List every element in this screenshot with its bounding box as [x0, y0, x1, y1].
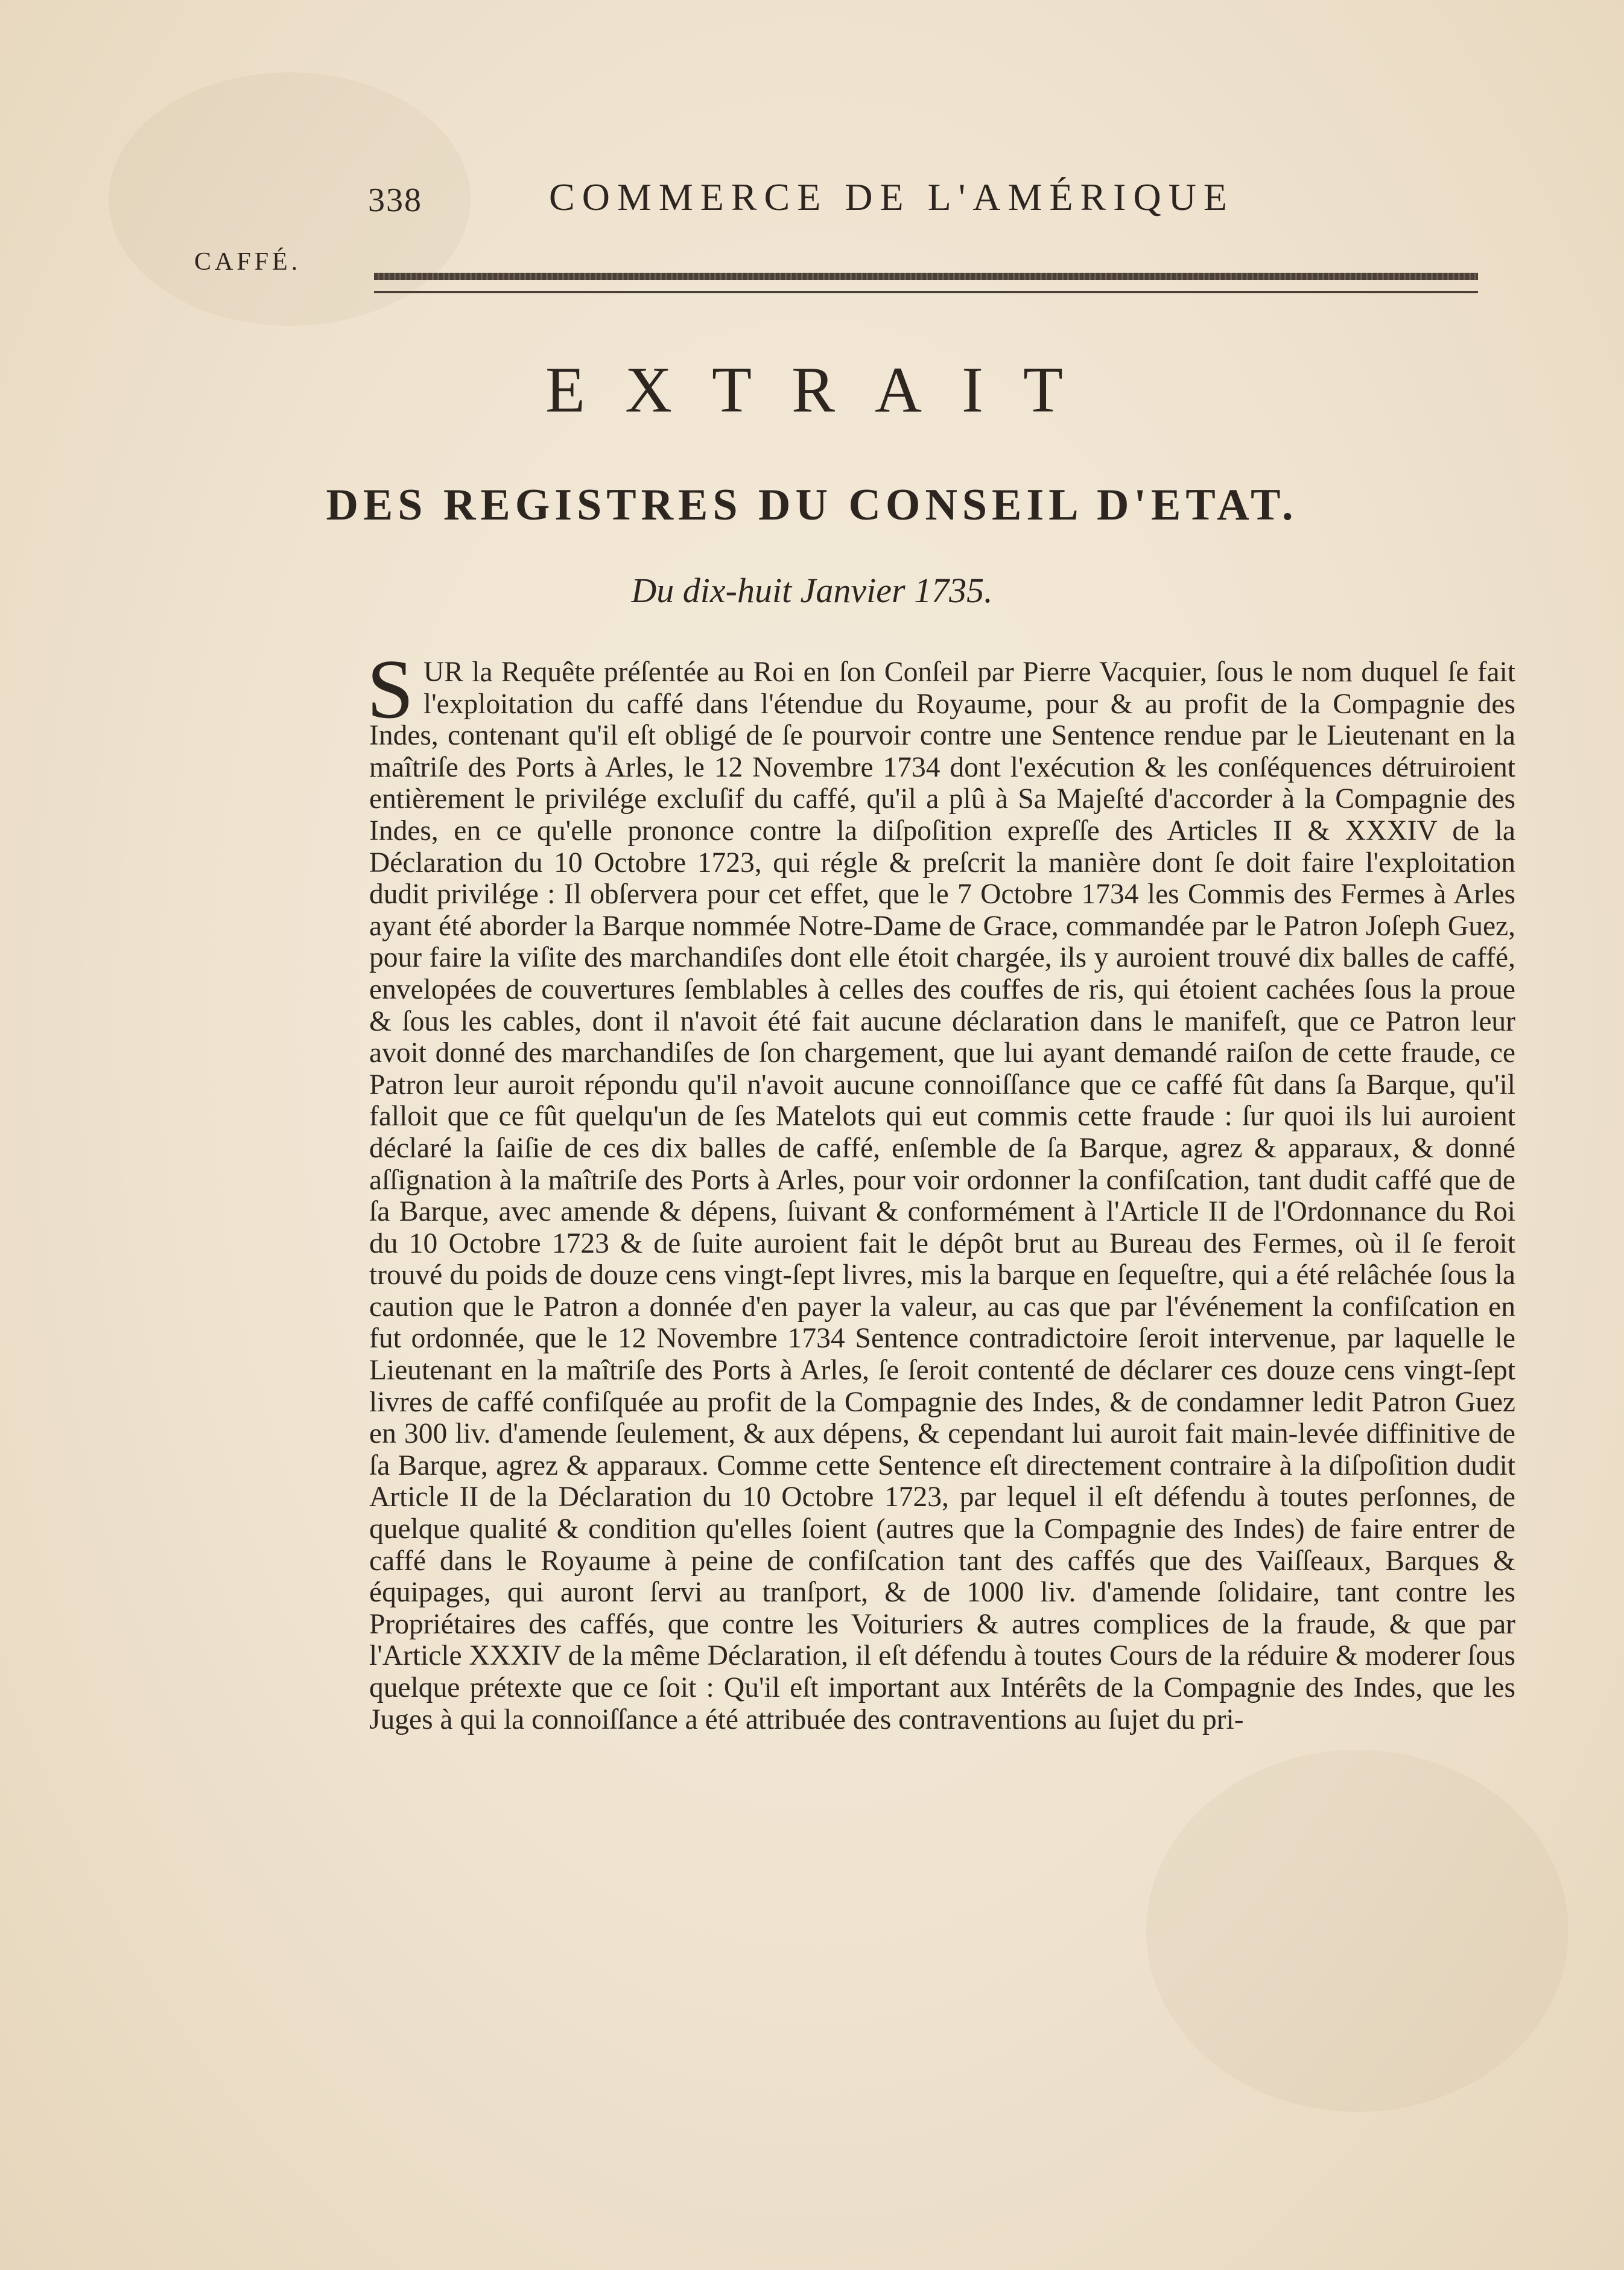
page-header — [368, 175, 1394, 223]
document-title: EXTRAIT — [545, 354, 1103, 426]
document-subtitle: DES REGISTRES DU CONSEIL D'ETAT. — [326, 480, 1298, 530]
divider-line — [374, 291, 1478, 293]
paper-stain — [1146, 1750, 1568, 2112]
ornamental-rule — [374, 273, 1478, 280]
body-paragraph — [367, 643, 1515, 1735]
page-number: 338 — [368, 182, 422, 219]
body-text: UR la Requête préſentée au Roi en ſon Conſeil par Pierre Vacquier, ſous le nom duquel ſe fait l'exploitation du caffé dans l'étendue du Royaume, pour & au profit de la Compagnie des Indes, contenant qu'il eſt obligé de ſe pourvoir contre une Sentence rendue par le Lieutenant en la maîtriſe des Ports à Arles, le 12 Novembre 1734 dont l'exécution & les conſéquences détruiroient entièrement le privilége excluſif du caffé, qu'il a plû à Sa Majeſté d'accorder à la Compagnie des Indes, en ce qu'elle prononce contre la diſpoſition expreſſe des Articles II & XXXIV de la Déclaration du 10 Octobre 1723, qui régle & preſcrit la manière dont ſe doit faire l'exploitation dudit privilége : Il obſervera pour cet effet, que le 7 Octobre 1734 les Commis des Fermes à Arles ayant été aborder la Barque nommée Notre-Dame de Grace, commandée par le Patron Joſeph Guez, pour faire la viſite des marchandiſes dont elle étoit chargée, ils y auroient trouvé dix balles de caffé, envelopées de couvertures ſemblables à celles des couffes de ris, qui étoient cachées ſous la proue & ſous les cables, dont il n'avoit été fait aucune déclaration dans le manifeſt, que ce Patron leur avoit donné des marchandiſes de ſon chargement, que lui ayant demandé raiſon de cette fraude, ce Patron leur auroit répondu qu'il n'avoit aucune connoiſſance que ce caffé fût dans ſa Barque, qu'il falloit que ce fût quelqu'un de ſes Matelots qui eut commis cette fraude : ſur quoi ils lui auroient déclaré la ſaiſie de ces dix balles de caffé, enſemble de ſa Barque, agrez & apparaux, & donné aſſignation à la maîtriſe des Ports à Arles, pour voir ordonner la confiſcation, tant dudit caffé que de ſa Barque, avec amende & dépens, ſuivant & conformément à l'Article II de l'Ordonnance du Roi du 10 Octobre 1723 & de ſuite auroient fait le dépôt brut au Bureau des Fermes, où il ſe feroit trouvé du poids de douze cens vingt-ſept livres, mis la barque en ſequeſtre, qui a été relâchée ſous la caution que le Patron a donnée d'en payer la valeur, au cas que par l'événement la confiſcation en fut ordonnée, que le 12 Novembre 1734 Sentence contradictoire ſeroit intervenue, par laquelle le Lieutenant en la maîtriſe des Ports à Arles, ſe ſeroit contenté de déclarer ces douze cens vingt-ſept livres de caffé confiſquée au profit de la Compagnie des Indes, & de condamner ledit Patron Guez en 300 liv. d'amende ſeulement, & aux dépens, & cependant lui auroit fait main-levée diffinitive de ſa Barque, agrez & apparaux. Comme cette Sentence eſt directement contraire à la diſpoſition dudit Article II de la Déclaration du 10 Octobre 1723, par lequel il eſt défendu à toutes perſonnes, de quelque qualité & condition qu'elles ſoient (autres que la Compagnie des Indes) de faire entrer de caffé dans le Royaume à peine de confiſcation tant des caffés que des Vaiſſeaux, Barques & équipages, qui auront ſervi au tranſport, & de 1000 liv. d'amende ſolidaire, tant contre les Propriétaires des caffés, que contre les Voituriers & autres complices de la fraude, & que par l'Article XXXIV de la même Déclaration, il eſt défendu à toutes Cours de la réduire & moderer ſous quelque prétexte que ce ſoit : Qu'il eſt important aux Intérêts de la Compagnie des Indes, que les Juges à qui la connoiſſance a été attribuée des contraventions au ſujet du pri- — [369, 657, 1515, 1735]
dateline: Du dix-huit Janvier 1735. — [631, 571, 993, 610]
drop-cap: S — [367, 643, 414, 736]
margin-note: CAFFÉ. — [194, 248, 302, 276]
running-title: COMMERCE DE L'AMÉRIQUE — [549, 176, 1234, 218]
